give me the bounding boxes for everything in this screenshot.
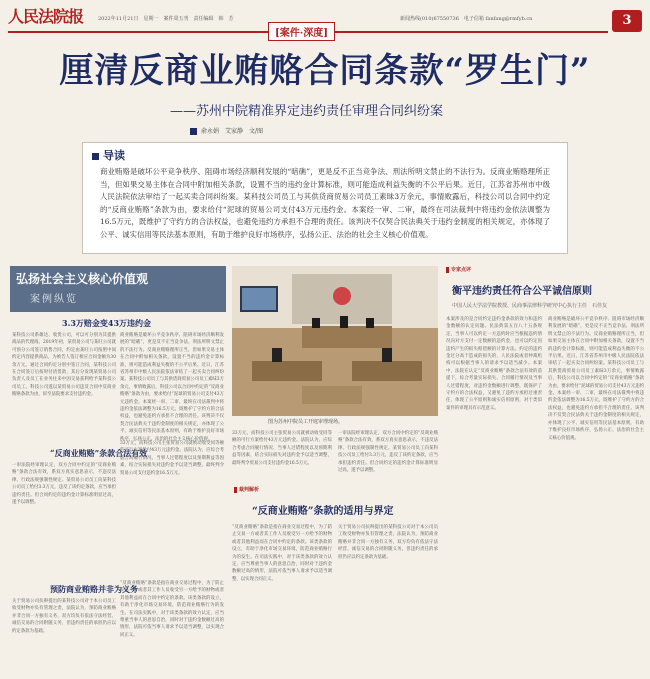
byline: [190, 126, 263, 135]
center-heading: “反商业贿赂”条款的适用与界定: [252, 506, 394, 517]
analysis-tag: [234, 486, 259, 493]
photo-caption: 图为苏州中院员工开庭审理现场。: [268, 419, 344, 425]
square-bullet-icon: [92, 153, 99, 160]
right-author: 中国人民大学法学院教授、民商事法律科学研究中心执行主任 石佳友: [452, 303, 608, 309]
left-body-3b: “反商业贿赂”条款是指在商业交易过程中，为了防止交易一方或者其工作人员收受另一方给予的财物或者其他利益而在合同中约定的条款。该类条款的设立，有助于净化市场交易环境，防范商业贿赂行为的发生。在司法实践中，对于该类条款的效力认定，应当尊重当事人的意思自治，同时对于违约金数额过高的情形，法院可依当事人请求予以适当调整，以实现合同正义。: [120, 581, 224, 638]
courtroom-photo: [232, 266, 438, 416]
analysis-tag-text: 裁判解析: [239, 487, 260, 493]
left-heading-1: 3.3万赔金变43万违约金: [62, 318, 152, 328]
right-body-b: 商业贿赂是破坏公平竞争秩序、阻碍市场经济顺利发展的“暗礁”，更是反不正当竞争法、刑法所明文禁止的不法行为。反商业贿赂理所正当，但如果交易主体在合同中附加相关条款，设置不当的违约金计算标准，则可能造成利益失衡的不公平后果。近日，江苏省苏州市中级人民法院依法审结了一起买卖合同纠纷案。某科技公司员工与其供货商贸易公司员工素昧3万余元，事情败露后，科技公司以合同中约定的“反商业贿赂”条款为由，要求给付“泥球的贸易公司支付43万元违约金。本案经一审、二审，最终在司法裁判中将违约金依法调整为16.5万元，既维护了守约方的合法权益，也避免违约方承担不合理的责任。该判决不仅契合民法典关于违约金制度的相关规定，亦体现了公平、诚实信用等民法基本原则，有助于维护良好市场秩序，弘扬公正、法治的社会主义核心价值观。: [548, 317, 644, 441]
center-body-top-b: 一审法院经审理认定，双方合同中约定的“反商业贿赂”条款合法有效，系双方真实意思表示，不违反法律、行政法规强制性规定。某贸易公司员工向某科技公司员工给付3.3万元，违反了该约定条款，应当承担违约责任。但合同约定的违约金计算标准明显过高，遂予以调整。: [338, 431, 438, 474]
tag-bar-icon: [234, 487, 237, 493]
byline-text: 俞永娟 艾家静 文/图: [201, 128, 264, 135]
page-number: 3: [612, 10, 642, 32]
tag-bar-icon: [446, 267, 449, 273]
lead-text: 商业贿赂是破坏公平竞争秩序、阻碍市场经济顺利发展的“暗礁”，更是反不正当竞争法、刑法所明文禁止的不法行为。反商业贿赂理所正当，但如果交易主体在合同中附加相关条款，设置不当的违约金计算标准，则可能造成利益失衡的不公平后果。近日，江苏省苏州市中级人民法院依法审结了一起买卖合同纠纷案。某科技公司员工与其供货商贸易公司员工素昧3万余元，事情败露后，科技公司以合同中约定的“反商业贿赂”条款为由，要求给付“泥球的贸易公司支付43万元违约金。本案经一审、二审，最终在司法裁判中将违约金依法调整为16.5万元，既维护了守约方的合法权益，也避免违约方承担不合理的责任。该判决不仅契合民法典关于违约金制度的相关规定，亦体现了公平、诚实信用等民法基本原则，有助于维护良好市场秩序，弘扬公正、法治的社会主义核心价值观。: [100, 167, 550, 239]
right-body-a: 本案涉及的是合同约定违约金条款的效力和违约金数额的认定问题。民法典第五百八十五条规定，当事人可以约定一方违约时应当根据违约情况向对方支付一定数额的违约金，也可以约定因违约产生的损失赔偿额的计算方法。约定的违约金过分高于造成的损失的，人民法院或者仲裁机构可以根据当事人的请求予以适当减少。本案中，法院在认定“反商业贿赂”条款合法有效的前提下，综合考量实际损失、合同履行情况及当事人过错程度，对违约金数额进行调整，既保护了守约方的合法权益，又避免了违约方承担过重责任，体现了公平原则和诚实信用原则，对于类似案件的审理具有示范意义。: [446, 317, 542, 411]
square-bullet-icon: [190, 128, 197, 135]
center-body-b: 关于贸易公司抗辩提出的某科技公司对于本公司员工收受财物亦负有管理之责，法院认为，预防商业贿赂并非合同一方独有义务，双方均负有依法守法经营、诚信交易的合同附随义务，但违约责任的承担仍应以约定条款为基础。: [338, 525, 438, 560]
courtroom-illustration: [232, 266, 438, 416]
lead-title-text: 导读: [103, 149, 125, 162]
left-heading-3: 预防商业贿赂并非为义务: [50, 584, 138, 594]
newspaper-logo: 人民法院报: [8, 7, 84, 26]
expert-tag: [446, 266, 471, 273]
left-body-1a: 某科技公司系雄达、收货公司，可以可分别为其提供商品的代理商。2019年初，某贸易公司与某旺公司就可预分公司签订销售合同，约定由某旺公司按照中间约定内容提供商品，为被告人签订相应合同金额为30余万元。通过合同约定分别中签订合同，某科技公司在合同签订后按时付清货款，其后分发现某贸易公司负责人及员工在业务往来中因交易获利给予某科技公司员工。科技公司遂以某贸易公司违反合同中反商业贿赂条款为由，诉至法院要求支付违约金。: [12, 333, 116, 398]
center-body-top-a: 33万元，而科技公司主张贸易公司就被动收受同等额的可行方案给付43万元违约金。法院认为，应综合考虑合同履行情况、当事人过错程度以及预期利益等因素，结合实际损失对违约金予以适当调整，最终判令贸易公司支付违约金16.5万元。: [232, 431, 332, 466]
banner-line2: 案例纵览: [30, 294, 78, 305]
center-body-a: “反商业贿赂”条款是指在商业交易过程中，为了防止交易一方或者其工作人员收受另一方给予的财物或者其他利益而在合同中约定的条款。该类条款的设立，有助于净化市场交易环境，防范商业贿赂行为的发生。在司法实践中，对于该类条款的效力认定，应当尊重当事人的意思自治，同时对于违约金数额过高的情形，法院可依当事人请求予以适当调整，以实现合同正义。: [232, 525, 332, 582]
left-heading-2: “反商业贿赂”条款合法有效: [50, 448, 148, 458]
page-title: 厘清反商业贿赂合同条款“罗生门”: [59, 51, 591, 91]
left-body-2b: 33万元，而科技公司主张贸易公司就被动收受同等额的可行方案给付43万元违约金。法院认为，应综合考虑合同履行情况、当事人过错程度以及预期利益等因素，结合实际损失对违约金予以适当调整，最终判令贸易公司支付违约金16.5万元。: [120, 441, 224, 476]
left-body-1b: 商业贿赂是破坏公平竞争秩序、阻碍市场经济顺利发展的“暗礁”，更是反不正当竞争法、刑法所明文禁止的不法行为。反商业贿赂理所正当，但如果交易主体在合同中附加相关条款，设置不当的违约金计算标准，则可能造成利益失衡的不公平后果。近日，江苏省苏州市中级人民法院依法审结了一起买卖合同纠纷案。某科技公司员工与其供货商贸易公司员工素昧3万余元，事情败露后，科技公司以合同中约定的“反商业贿赂”条款为由，要求给付“泥球的贸易公司支付43万元违约金。本案经一审、二审，最终在司法裁判中将违约金依法调整为16.5万元，既维护了守约方的合法权益，也避免违约方承担不合理的责任。该判决不仅契合民法典关于违约金制度的相关规定，亦体现了公平、诚实信用等民法基本原则，有助于维护良好市场秩序，弘扬公正、法治的社会主义核心价值观。: [120, 333, 224, 442]
section-label: [案件·深度]: [268, 22, 335, 41]
issue-date-meta: 2022年11月21日 星期一 案件周五刊 责任编辑 韩 芳: [98, 16, 234, 22]
subtitle: ——苏州中院精准界定违约责任审理合同纠纷案: [170, 104, 444, 119]
left-body-2a: 一审法院经审理认定，双方合同中约定的“反商业贿赂”条款合法有效，系双方真实意思表示，不违反法律、行政法规强制性规定。某贸易公司员工向某科技公司员工给付3.3万元，违反了该约定条款，应当承担违约责任。但合同约定的违约金计算标准明显过高，遂予以调整。: [12, 463, 116, 506]
lead-title: [92, 147, 125, 163]
banner-line1: 弘扬社会主义核心价值观: [16, 272, 149, 286]
right-heading: 衡平违约责任符合公平诚信原则: [452, 286, 592, 297]
left-body-3a: 关于贸易公司抗辩提出的某科技公司对于本公司员工收受财物亦负有管理之责，法院认为，预防商业贿赂并非合同一方独有义务，双方均负有依法守法经营、诚信交易的合同附随义务，但违约责任的承担仍应以约定条款为基础。: [12, 599, 116, 634]
expert-tag-text: 专家点评: [451, 267, 472, 273]
contact-info: 新闻热线(010)67550736 电子信箱 fanfang@rmfyb.cn: [400, 16, 533, 22]
